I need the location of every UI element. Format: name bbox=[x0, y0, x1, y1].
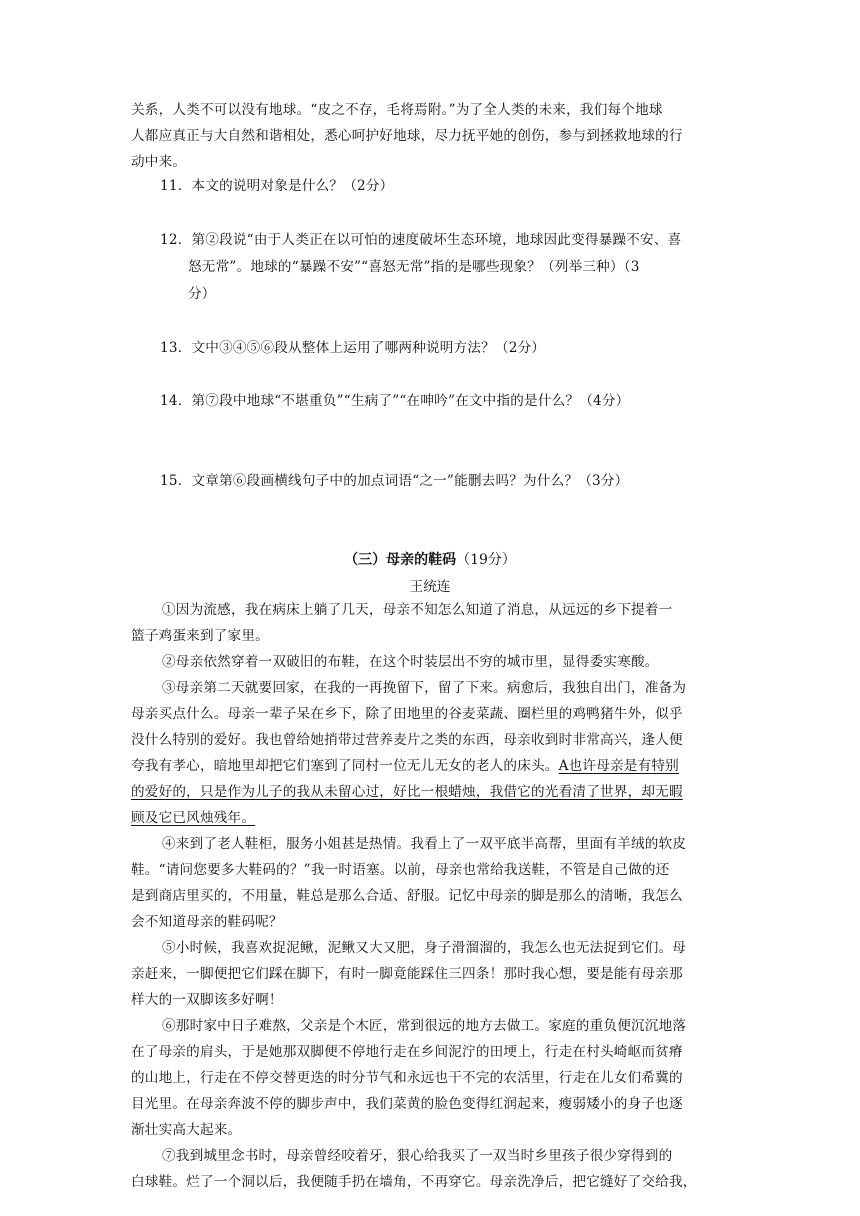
passage-line: 是到商店里买的，不用量，鞋总是那么合适、舒服。记忆中母亲的脚是那么的清晰，我怎么 bbox=[131, 888, 683, 904]
intro-line: 人都应真正与大自然和谐相处，悉心呵护好地球，尽力抚平她的创伤，参与到拯救地球的行 bbox=[131, 128, 683, 144]
passage-author: 王统连 bbox=[409, 579, 451, 595]
passage-line: ③母亲第二天就要回家，在我的一再挽留下，留了下来。病愈后，我独自出门，准备为 bbox=[162, 680, 687, 696]
question-13: 13．文中③④⑤⑥段从整体上运用了哪两种说明方法？（2分） bbox=[160, 340, 546, 356]
passage-line: 鞋。“请问您要多大鞋码的？”我一时语塞。以前，母亲也常给我送鞋，不管是自己做的还 bbox=[131, 862, 670, 878]
passage-line: ⑦我到城里念书时，母亲曾经咬着牙，狠心给我买了一双当时乡里孩子很少穿得到的 bbox=[162, 1148, 673, 1164]
question-12-line: 分） bbox=[188, 286, 216, 302]
passage-line: 没什么特别的爱好。我也曾给她捎带过营养麦片之类的东西，母亲收到时非常高兴，逢人便 bbox=[131, 732, 683, 748]
passage-line: 目光里。在母亲奔波不停的脚步声中，我们菜黄的脸色变得红润起来，瘦弱矮小的身子也逐 bbox=[131, 1096, 683, 1112]
passage-line-text: 夸我有孝心，暗地里却把它们塞到了同村一位无儿无女的老人的床头。 bbox=[131, 758, 559, 774]
passage-points: （19分） bbox=[456, 552, 516, 568]
passage-line: ②母亲依然穿着一双破旧的布鞋，在这个时装层出不穷的城市里，显得委实寒酸。 bbox=[162, 654, 659, 670]
passage-line: 在了母亲的肩头，于是她那双脚便不停地行走在乡间泥泞的田埂上，行走在村头崎岖而贫瘠 bbox=[131, 1044, 683, 1060]
passage-line: 篮子鸡蛋来到了家里。 bbox=[131, 628, 269, 644]
passage-line: 渐壮实高大起来。 bbox=[131, 1122, 242, 1138]
passage-line: 白球鞋。烂了一个洞以后，我便随手扔在墙角，不再穿它。母亲洗净后，把它缝好了交给我， bbox=[131, 1174, 697, 1190]
passage-line: 样大的一双脚该多好啊！ bbox=[131, 992, 283, 1008]
passage-title bbox=[0, 549, 860, 569]
passage-line: ①因为流感，我在病床上躺了几天，母亲不知怎么知道了消息，从远远的乡下提着一 bbox=[162, 602, 673, 618]
passage-line bbox=[131, 756, 679, 776]
underlined-sentence-a: A也许母亲是有特别 bbox=[558, 758, 679, 774]
passage-line: 会不知道母亲的鞋码呢？ bbox=[131, 914, 283, 930]
intro-line: 动中来。 bbox=[131, 154, 187, 170]
passage-line: 母亲买点什么。母亲一辈子呆在乡下，除了田地里的谷麦菜蔬、圈栏里的鸡鸭猪牛外，似乎 bbox=[131, 706, 683, 722]
passage-line: 的山地上，行走在不停交替更迭的时分节气和永远也干不完的农活里，行走在儿女们希冀的 bbox=[131, 1070, 683, 1086]
question-12-line: 12．第②段说“由于人类正在以可怕的速度破坏生态环境，地球因此变得暴躁不安、喜 bbox=[160, 232, 682, 248]
passage-line: 亲赶来，一脚便把它们踩在脚下，有时一脚竟能踩住三四条！那时我心想，要是能有母亲那 bbox=[131, 966, 683, 982]
underlined-sentence-a: 的爱好的，只是作为儿子的我从未留心过，好比一根蜡烛，我借它的光看清了世界，却无暇 bbox=[131, 784, 683, 800]
underlined-sentence-a: 顾及它已风烛残年。 bbox=[131, 810, 256, 826]
passage-line: ⑤小时候，我喜欢捉泥鳅，泥鳅又大又肥，身子滑溜溜的，我怎么也无法捉到它们。母 bbox=[162, 940, 687, 956]
question-12-line: 怒无常”。地球的“暴躁不安”“喜怒无常”指的是哪些现象？（列举三种）（3 bbox=[188, 259, 640, 275]
question-15: 15．文章第⑥段画横线句子中的加点词语“之一”能删去吗？为什么？（3分） bbox=[160, 473, 629, 489]
question-11: 11．本文的说明对象是什么？（2分） bbox=[160, 178, 394, 194]
passage-title-text: （三）母亲的鞋码 bbox=[344, 552, 457, 568]
question-14: 14．第⑦段中地球“不堪重负”“生病了”“在呻吟”在文中指的是什么？（4分） bbox=[160, 393, 630, 409]
passage-line: ⑥那时家中日子难熬，父亲是个木匠，常到很远的地方去做工。家庭的重负便沉沉地落 bbox=[162, 1018, 687, 1034]
intro-line: 关系，人类不可以没有地球。“皮之不存，毛将焉附。”为了全人类的未来，我们每个地球 bbox=[131, 102, 663, 118]
passage-line: ④来到了老人鞋柜，服务小姐甚是热情。我看上了一双平底半高帮，里面有羊绒的软皮 bbox=[162, 836, 687, 852]
